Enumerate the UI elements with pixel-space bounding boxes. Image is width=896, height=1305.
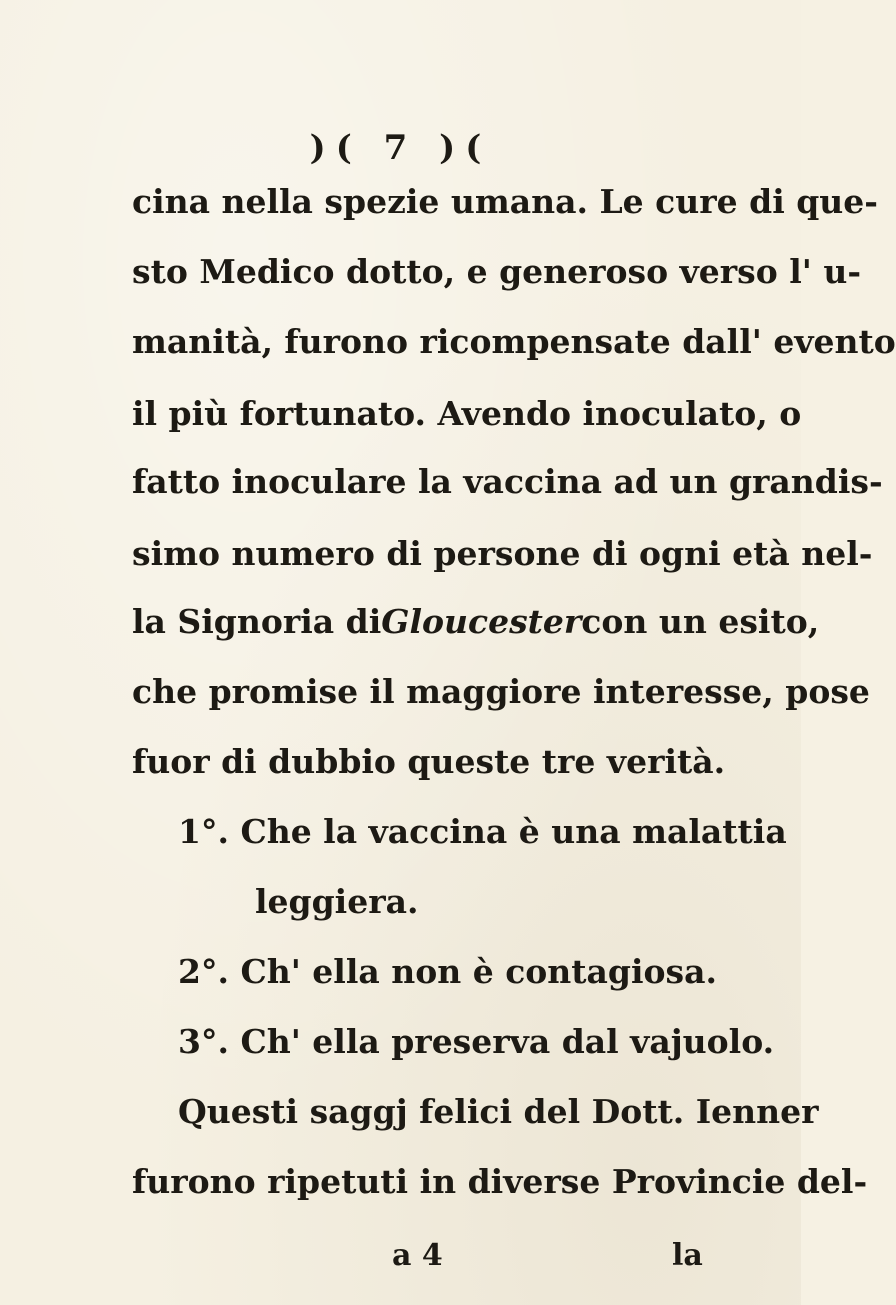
text-line-2: sto Medico dotto, e generoso verso l' u- bbox=[132, 252, 862, 291]
page-header: )( 7 )( bbox=[309, 128, 492, 168]
text-line-6: simo numero di persone di ogni età nel- bbox=[132, 534, 873, 573]
list-item-1: 1°. Che la vaccina è una malattia bbox=[178, 812, 787, 851]
text-line-5: fatto inoculare la vaccina ad un grandis- bbox=[132, 462, 883, 501]
text-line-11: furono ripetuti in diverse Provincie del- bbox=[132, 1162, 868, 1201]
text-line-4: il più fortunato. Avendo inoculato, o bbox=[132, 394, 802, 433]
text-line-7 bbox=[132, 602, 820, 642]
text-line-8: che promise il maggiore interesse, pose bbox=[132, 672, 870, 711]
text-line-1: cina nella spezie umana. Le cure di que- bbox=[132, 182, 878, 221]
list-item-2: 2°. Ch' ella non è contagiosa. bbox=[178, 952, 717, 991]
signature-mark: a 4 bbox=[392, 1238, 443, 1273]
catchword: la bbox=[672, 1238, 703, 1273]
text-line-9: fuor di dubbio queste tre verità. bbox=[132, 742, 726, 781]
text-line-10: Questi saggj felici del Dott. Ienner bbox=[178, 1092, 819, 1131]
list-item-1-continued: leggiera. bbox=[255, 882, 419, 921]
text-line-7-end: con un esito, bbox=[581, 602, 820, 641]
text-line-7-start: la Signoria di bbox=[132, 602, 382, 641]
text-line-3: manità, furono ricompensate dall' evento bbox=[132, 322, 896, 361]
list-item-3: 3°. Ch' ella preserva dal vajuolo. bbox=[178, 1022, 775, 1061]
place-name-gloucester: Gloucester bbox=[381, 602, 582, 641]
